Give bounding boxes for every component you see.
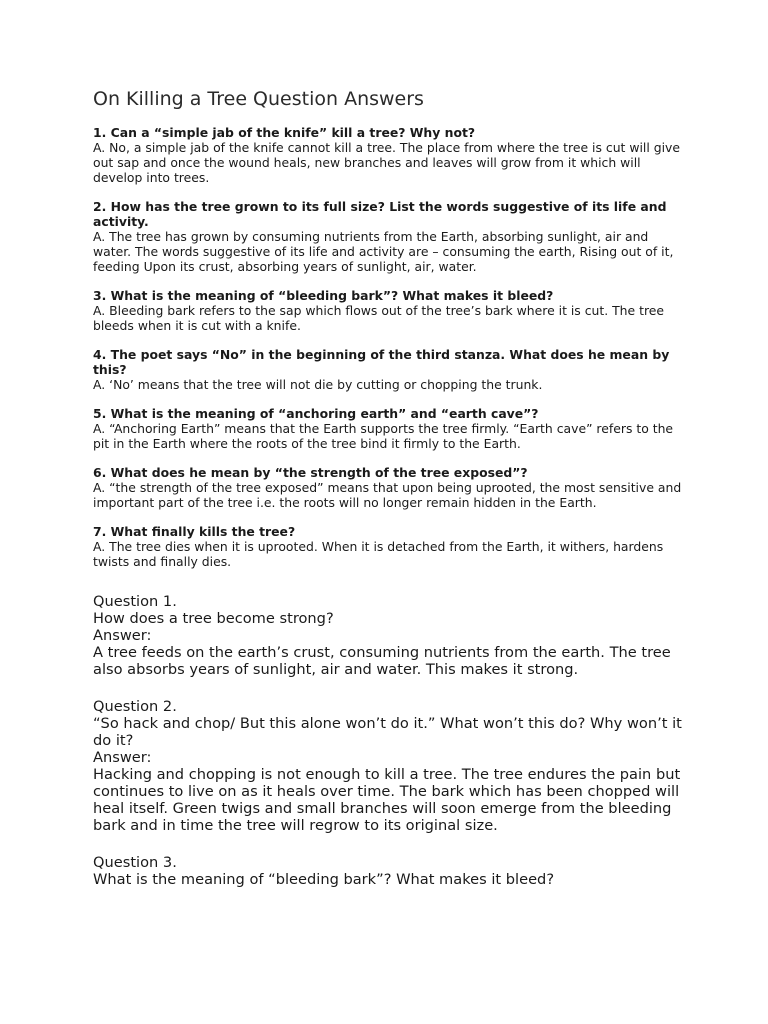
answer-text: A. ‘No’ means that the tree will not die by cutting or chopping the trunk. xyxy=(93,377,543,392)
short-qa-3 xyxy=(93,288,683,333)
question-text: How does a tree become strong? xyxy=(93,610,334,627)
long-qa-3 xyxy=(93,854,683,888)
question-text: 1. Can a “simple jab of the knife” kill a tree? Why not? xyxy=(93,125,476,140)
short-qa-1 xyxy=(93,125,683,185)
question-text: 7. What finally kills the tree? xyxy=(93,524,296,539)
answer-text: A. “Anchoring Earth” means that the Earth supports the tree firmly. “Earth cave” refers to the pit in the Earth where the roots of the tree bind it firmly to the Earth. xyxy=(93,421,674,451)
short-qa-6 xyxy=(93,465,683,510)
answer-text: A tree feeds on the earth’s crust, consuming nutrients from the earth. The tree also absorbs years of sunlight, air and water. This makes it strong. xyxy=(93,644,671,678)
question-text: 6. What does he mean by “the strength of the tree exposed”? xyxy=(93,465,528,480)
answer-text: A. The tree dies when it is uprooted. When it is detached from the Earth, it withers, hardens twists and finally dies. xyxy=(93,539,664,569)
answer-text: A. The tree has grown by consuming nutrients from the Earth, absorbing sunlight, air and water. The words suggestive of its life and activity are – consuming the earth, Rising out of it, feeding Upon its crust, absorbing years of sunlight, air, water. xyxy=(93,229,674,274)
question-text: 4. The poet says “No” in the beginning of the third stanza. What does he mean by this? xyxy=(93,347,670,377)
answer-text: A. “the strength of the tree exposed” means that upon being uprooted, the most sensitive and important part of the tree i.e. the roots will no longer remain hidden in the Earth. xyxy=(93,480,682,510)
answer-text: Hacking and chopping is not enough to kill a tree. The tree endures the pain but continues to live on as it heals over time. The bark which has been chopped will heal itself. Green twigs and small branches will soon emerge from the bleeding bark and in time the tree will regrow to its original size. xyxy=(93,766,681,834)
page-title: On Killing a Tree Question Answers xyxy=(93,88,424,110)
question-text: 3. What is the meaning of “bleeding bark”? What makes it bleed? xyxy=(93,288,554,303)
short-qa-7 xyxy=(93,524,683,569)
long-qa-1 xyxy=(93,593,683,678)
answer-text: A. No, a simple jab of the knife cannot kill a tree. The place from where the tree is cut will give out sap and once the wound heals, new branches and leaves will grow from it which will develop into trees. xyxy=(93,140,681,185)
short-qa-5 xyxy=(93,406,683,451)
answer-label: Answer: xyxy=(93,749,152,766)
answer-label: Answer: xyxy=(93,627,152,644)
question-text: 5. What is the meaning of “anchoring earth” and “earth cave”? xyxy=(93,406,539,421)
question-text: “So hack and chop/ But this alone won’t do it.” What won’t this do? Why won’t it do it? xyxy=(93,715,682,749)
question-text: What is the meaning of “bleeding bark”? What makes it bleed? xyxy=(93,871,555,888)
long-qa-section xyxy=(93,593,683,888)
long-qa-2 xyxy=(93,698,683,834)
document-page xyxy=(93,87,683,908)
question-label: Question 1. xyxy=(93,593,177,610)
answer-text: A. Bleeding bark refers to the sap which flows out of the tree’s bark where it is cut. The tree bleeds when it is cut with a knife. xyxy=(93,303,665,333)
question-text: 2. How has the tree grown to its full size? List the words suggestive of its life and activity. xyxy=(93,199,667,229)
question-label: Question 3. xyxy=(93,854,177,871)
question-label: Question 2. xyxy=(93,698,177,715)
short-qa-2 xyxy=(93,199,683,274)
short-qa-4 xyxy=(93,347,683,392)
